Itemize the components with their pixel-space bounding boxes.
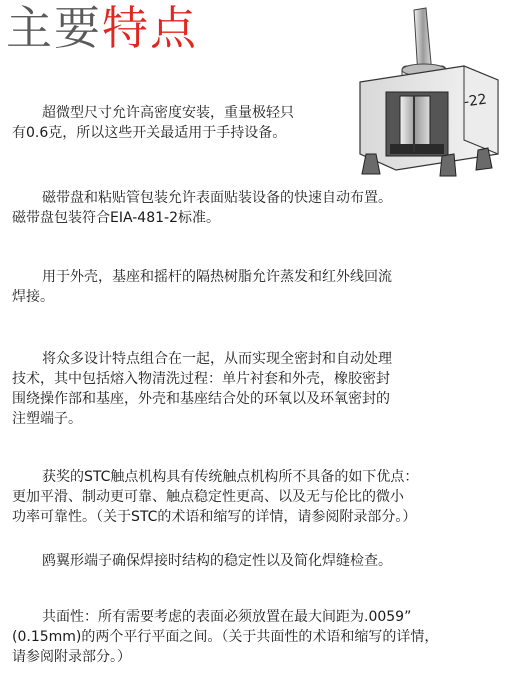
paragraph-5: 获奖的STC触点机构具有传统触点机构所不具备的如下优点： 更加平滑、制动更可靠、触点稳定性更高、以及无与伦比的微小 功率可靠性。（关于STC的术语和缩写的详情，请参阅附录部分。） bbox=[12, 469, 419, 525]
part-label: -22 bbox=[462, 91, 488, 111]
paragraph-6: 鸥翼形端子确保焊接时结构的稳定性以及简化焊缝检查。 bbox=[42, 553, 392, 569]
paragraph-4: 将众多设计特点组合在一起，从而实现全密封和自动处理 技术，其中包括熔入物清洗过程：单片衬套和外壳，橡胶密封 围绕操作部和基座，外壳和基座结合处的环氧以及环氧密封的 注塑端子。 bbox=[12, 351, 392, 427]
paragraph-3: 用于外壳，基座和摇杆的隔热树脂允许蒸发和红外线回流 焊接。 bbox=[12, 269, 392, 305]
page-title bbox=[6, 2, 198, 54]
paragraph-2: 磁带盘和粘贴管包装允许表面贴装设备的快速自动布置。 磁带盘包装符合EIA-481-2标准。 bbox=[12, 190, 392, 226]
title-part-red: 特点 bbox=[102, 1, 198, 55]
toggle-switch-illustration bbox=[352, 4, 502, 179]
paragraph-1: 超微型尺寸允许高密度安装，重量极轻只 有0.6克，所以这些开关最适用于手持设备。 bbox=[12, 105, 294, 141]
terminal-shape bbox=[440, 154, 456, 176]
paragraph-7: 共面性：所有需要考虑的表面必须放置在最大间距为.0059” (0.15mm)的两个平行平面之间。（关于共面性的术语和缩写的详情， 请参阅附录部分。） bbox=[12, 609, 439, 665]
title-part-gray: 主要 bbox=[6, 1, 102, 55]
